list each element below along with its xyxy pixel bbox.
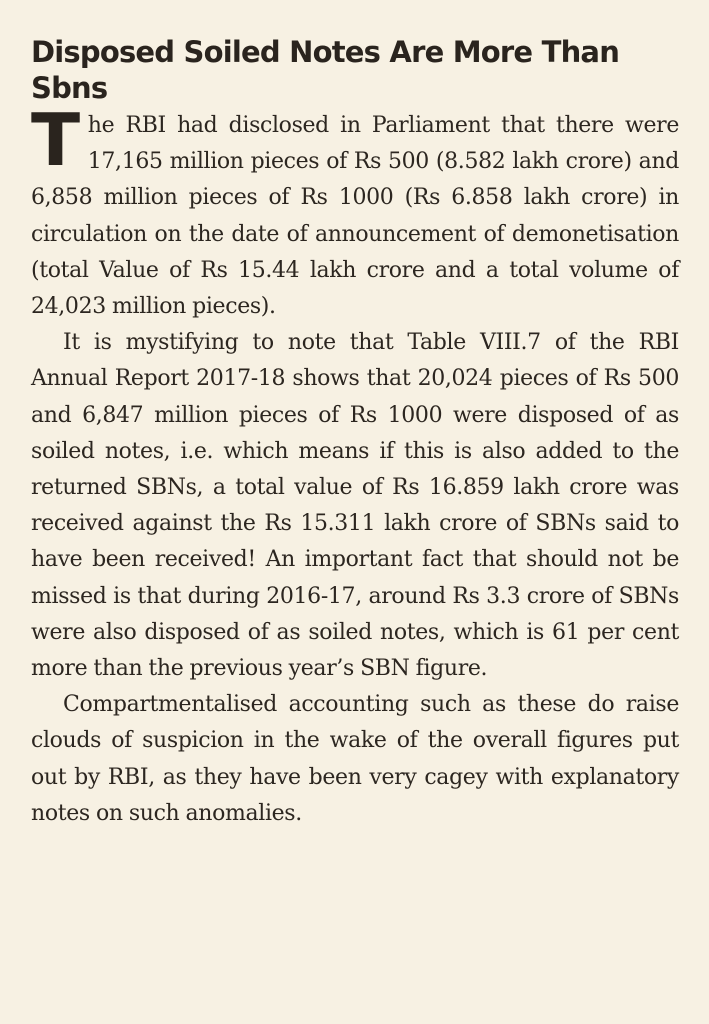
paragraph-3: Compartmentalised accounting such as these do raise clouds of suspicion in the wake of the overall figures put out by RBI, as they have been very cagey with explanatory notes on such anomalies. <box>31 692 679 826</box>
drop-cap: T <box>31 98 80 182</box>
paragraph-2: It is mystifying to note that Table VIII.7 of the RBI Annual Report 2017-18 shows that 20,024 pieces of Rs 500 and 6,847 million pieces of Rs 1000 were disposed of as soiled notes, i.e. which means if this is also added to the returned SBNs, a total value of Rs 16.859 lakh crore was received against the Rs 15.311 lakh crore of SBNs said to have been received! An important fact that should not be missed is that during 2016-17, around Rs 3.3 crore of SBNs were also disposed of as soiled notes, which is 61 per cent more than the previous year’s SBN figure. <box>31 330 679 682</box>
article-body <box>31 98 679 832</box>
paragraph-1 <box>31 98 679 325</box>
article-headline: Disposed Soiled Notes Are More Than Sbns <box>31 35 620 105</box>
paragraph-1-text: he RBI had disclosed in Parliament that there were 17,165 million pieces of Rs 500 (8.582 lakh crore) and 6,858 million pieces of Rs 1000 (Rs 6.858 lakh crore) in circulation on the date of announcement of demonetisation (total Value of Rs 15.44 lakh crore and a total volume of 24,023 million pieces). <box>31 113 679 320</box>
